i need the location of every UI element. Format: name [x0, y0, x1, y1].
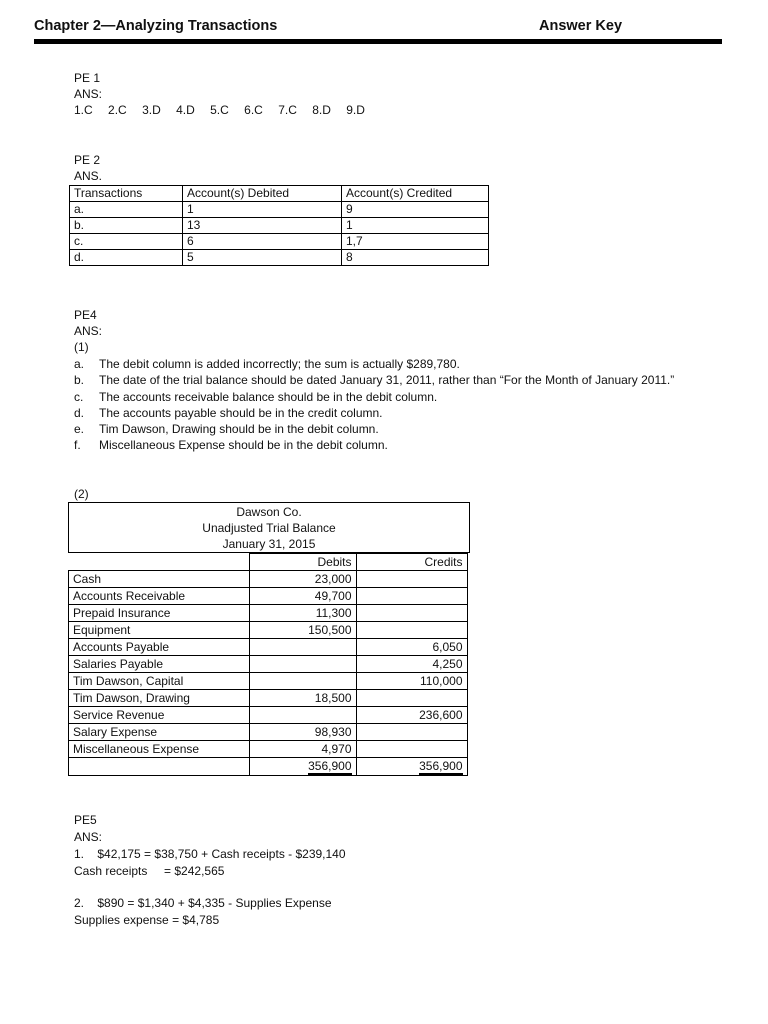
list-item	[74, 356, 724, 372]
account-name: Miscellaneous Expense	[69, 741, 250, 758]
table-row	[69, 690, 468, 707]
item-text: The accounts receivable balance should be in the debit column.	[99, 389, 438, 404]
table-row	[70, 250, 489, 266]
pe5-ans: ANS:	[74, 830, 103, 844]
table-cell: 5	[183, 250, 342, 266]
account-name: Service Revenue	[69, 707, 250, 724]
credit-amount	[356, 605, 467, 622]
table-row	[69, 639, 468, 656]
account-name: Accounts Receivable	[69, 588, 250, 605]
pe5-line-1: 1. $42,175 = $38,750 + Cash receipts - $239,140	[74, 847, 346, 861]
credit-amount	[356, 622, 467, 639]
account-name: Tim Dawson, Drawing	[69, 690, 250, 707]
total-credits-value: 356,900	[419, 759, 463, 773]
debit-amount: 23,000	[249, 571, 356, 588]
column-header: Credits	[356, 554, 467, 571]
page-header	[34, 18, 722, 40]
pe1-answer: 3.D	[142, 103, 161, 117]
credit-amount	[356, 588, 467, 605]
credit-amount	[356, 571, 467, 588]
item-marker: d.	[74, 405, 85, 420]
pe4-part2: (2)	[74, 487, 89, 501]
credit-amount: 236,600	[356, 707, 467, 724]
pe2-label: PE 2	[74, 153, 101, 167]
totals-row	[69, 758, 468, 776]
pe4-error-list	[74, 356, 724, 454]
pe5-line-2: Cash receipts = $242,565	[74, 864, 225, 878]
answer-key-label: Answer Key	[539, 18, 623, 34]
table-cell: b.	[70, 218, 183, 234]
pe1-answer: 6.C	[244, 103, 263, 117]
table-cell: d.	[70, 250, 183, 266]
pe1-answer: 9.D	[346, 103, 365, 117]
table-cell: 1,7	[342, 234, 489, 250]
account-name: Salaries Payable	[69, 656, 250, 673]
pe4-ans: ANS:	[74, 324, 103, 338]
pe1-answer: 1.C	[74, 103, 93, 117]
statement-title: Unadjusted Trial Balance	[202, 521, 336, 535]
table-row	[69, 673, 468, 690]
empty-cell	[69, 554, 250, 571]
total-debits	[249, 758, 356, 776]
debit-amount: 98,930	[249, 724, 356, 741]
table-cell: a.	[70, 202, 183, 218]
list-item	[74, 421, 724, 437]
item-text: The accounts payable should be in the credit column.	[99, 405, 383, 420]
debit-amount: 150,500	[249, 622, 356, 639]
pe2-table	[69, 185, 489, 266]
table-cell: c.	[70, 234, 183, 250]
debit-amount: 11,300	[249, 605, 356, 622]
table-row	[70, 202, 489, 218]
table-row	[69, 605, 468, 622]
credit-amount	[356, 741, 467, 758]
credit-amount	[356, 690, 467, 707]
account-name: Tim Dawson, Capital	[69, 673, 250, 690]
table-header-row	[70, 186, 489, 202]
pe1-answer: 5.C	[210, 103, 229, 117]
table-cell: 13	[183, 218, 342, 234]
table-row	[70, 218, 489, 234]
table-cell: 9	[342, 202, 489, 218]
chapter-title: Chapter 2—Analyzing Transactions	[34, 18, 278, 34]
account-name: Salary Expense	[69, 724, 250, 741]
item-marker: b.	[74, 373, 85, 388]
list-item	[74, 437, 724, 453]
pe2-ans: ANS.	[74, 169, 103, 183]
table-row	[69, 571, 468, 588]
pe1-answer: 2.C	[108, 103, 127, 117]
debit-amount: 18,500	[249, 690, 356, 707]
item-text: The debit column is added incorrectly; the sum is actually $289,780.	[99, 357, 460, 371]
table-cell: 8	[342, 250, 489, 266]
table-cell: 1	[342, 218, 489, 234]
list-item	[74, 405, 724, 421]
total-credits	[356, 758, 467, 776]
debit-amount	[249, 707, 356, 724]
table-row	[69, 724, 468, 741]
debit-amount	[249, 639, 356, 656]
account-name: Prepaid Insurance	[69, 605, 250, 622]
company-name: Dawson Co.	[236, 505, 302, 519]
credit-amount: 6,050	[356, 639, 467, 656]
item-text: Tim Dawson, Drawing should be in the debit column.	[99, 422, 379, 437]
account-name: Accounts Payable	[69, 639, 250, 656]
column-header: Transactions	[70, 186, 183, 202]
item-marker: e.	[74, 422, 85, 437]
table-row	[69, 622, 468, 639]
credit-amount: 4,250	[356, 656, 467, 673]
list-item	[74, 389, 724, 405]
debit-amount	[249, 656, 356, 673]
empty-cell	[69, 758, 250, 776]
pe1-answer: 7.C	[278, 103, 297, 117]
pe5-line-3: 2. $890 = $1,340 + $4,335 - Supplies Expense	[74, 896, 332, 910]
table-header-row	[69, 554, 468, 571]
trial-balance-heading	[68, 502, 470, 553]
pe4-label: PE4	[74, 308, 97, 322]
table-row	[69, 741, 468, 758]
column-header: Account(s) Debited	[183, 186, 342, 202]
item-text: The date of the trial balance should be dated January 31, 2011, rather than “For the Month of January 2011.”	[99, 373, 675, 388]
credit-amount: 110,000	[356, 673, 467, 690]
item-text: Miscellaneous Expense should be in the debit column.	[99, 438, 388, 453]
debit-amount	[249, 673, 356, 690]
credit-amount	[356, 724, 467, 741]
pe1-answer: 8.D	[312, 103, 331, 117]
debit-amount: 49,700	[249, 588, 356, 605]
table-row	[69, 707, 468, 724]
column-header: Account(s) Credited	[342, 186, 489, 202]
debit-amount: 4,970	[249, 741, 356, 758]
statement-date: January 31, 2015	[222, 537, 316, 551]
table-row	[70, 234, 489, 250]
account-name: Equipment	[69, 622, 250, 639]
table-cell: 1	[183, 202, 342, 218]
total-debits-value: 356,900	[308, 759, 352, 773]
item-marker: a.	[74, 357, 85, 371]
pe5-line-4: Supplies expense = $4,785	[74, 913, 220, 927]
table-row	[69, 656, 468, 673]
account-name: Cash	[69, 571, 250, 588]
list-item	[74, 372, 724, 388]
pe4-part1: (1)	[74, 340, 89, 354]
header-rule	[34, 39, 722, 44]
pe1-ans: ANS:	[74, 87, 103, 101]
pe1-answer: 4.D	[176, 103, 195, 117]
pe5-label: PE5	[74, 813, 97, 827]
trial-balance-table	[68, 553, 468, 776]
pe1-label: PE 1	[74, 71, 101, 85]
table-row	[69, 588, 468, 605]
item-marker: c.	[74, 389, 84, 404]
pe1-answers	[74, 102, 377, 118]
column-header: Debits	[249, 554, 356, 571]
table-cell: 6	[183, 234, 342, 250]
item-marker: f.	[74, 438, 81, 453]
